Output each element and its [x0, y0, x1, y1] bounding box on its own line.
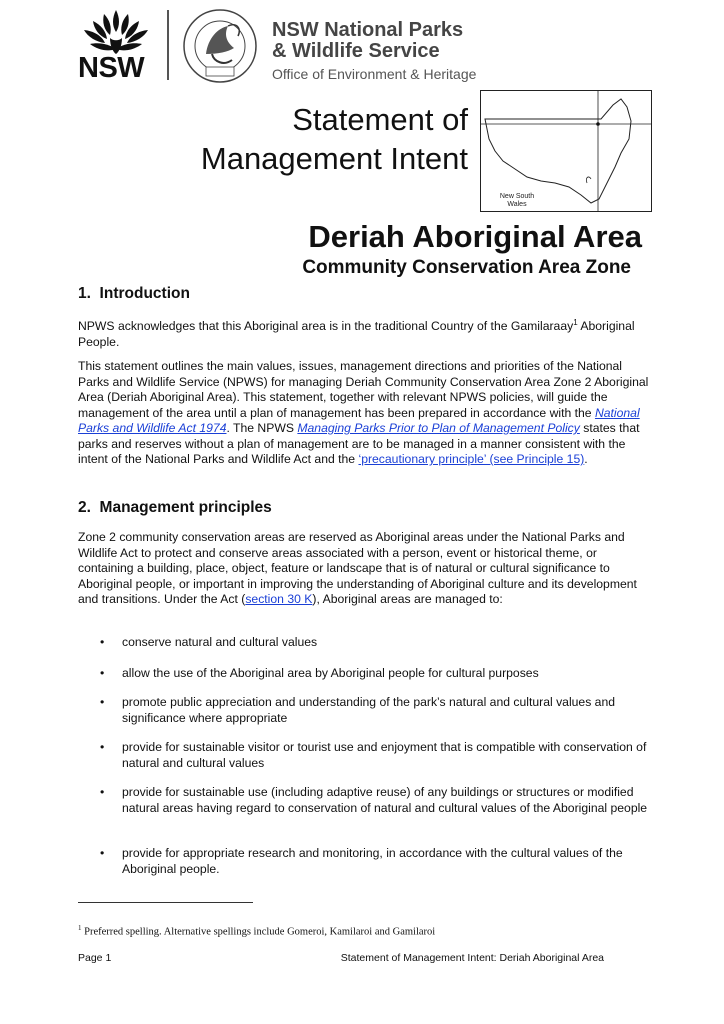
intro-paragraph-1: NPWS acknowledges that this Aboriginal area is in the traditional Country of the Gamilaraay$^1$ Aboriginal People.	[78, 318, 635, 349]
running-title: Statement of Management Intent: Deriah Aboriginal Area	[340, 952, 604, 964]
section-30k-link[interactable]: section 30 K	[245, 592, 313, 606]
managing-parks-policy-link[interactable]: Managing Parks Prior to Plan of Management Policy	[297, 421, 580, 435]
nsw-logo	[76, 8, 156, 84]
npw-act-link[interactable]: National Parks and Wildlife Act 1974	[78, 405, 640, 435]
bullet-icon: •	[100, 695, 105, 709]
bullet-icon: •	[100, 740, 105, 754]
footnote-number: 1	[78, 924, 82, 932]
org-name-line2: & Wildlife Service	[272, 40, 440, 62]
bullet-icon: •	[100, 635, 105, 649]
logo-divider	[167, 10, 169, 80]
lyrebird-seal-icon	[178, 8, 262, 84]
doc-title-line2: Management Intent	[200, 141, 468, 176]
npws-seal	[178, 8, 262, 84]
footnote-divider	[78, 902, 253, 903]
section2-heading: 2. Management principles	[78, 499, 272, 516]
bullet-icon: •	[100, 666, 105, 680]
principles-paragraph: Zone 2 community conservation areas are reserved as Aboriginal areas under the National Parks and Wildlife Act to protect and conserve areas associated with a person, event or historical theme, or containing a building, place, object, feature or landscape that is of natural or cultural significance to Aboriginal people, or important in improving the understanding of Aboriginal culture and its development and transitions. Under the Act (section 30 K), Aboriginal areas are managed to:	[78, 530, 637, 606]
bullet-icon: •	[100, 846, 105, 860]
footnote-ref[interactable]: 1	[573, 318, 578, 327]
doc-title-line1: Statement of	[292, 102, 468, 137]
precautionary-principle-link[interactable]: ‘precautionary principle’ (see Principle 15)	[358, 452, 585, 466]
waratah-icon	[76, 8, 156, 58]
intro-paragraph-2: This statement outlines the main values, issues, management directions and priorities of the National Parks and Wildlife Service (NPWS) for managing Deriah Community Conservation Area Zone 2 Aboriginal Area (Deriah Aboriginal Area). This statement, together with relevant NPWS policies, will guide the management of the area until a plan of management has been prepared in accordance with the National Parks and Wildlife Act 1974. The NPWS Managing Parks Prior to Plan of Management Policy states that parks and reserves without a plan of management are to be managed in a manner consistent with the intent of the National Parks and Wildlife Act and the ‘precautionary principle’ (see Principle 15).	[78, 359, 649, 466]
doc-title	[130, 100, 468, 178]
org-name-line1: NSW National Parks	[272, 19, 464, 41]
page-number: Page 1	[78, 952, 112, 964]
area-name: Deriah Aboriginal Area	[308, 219, 642, 254]
nsw-locator-map	[480, 90, 652, 212]
zone-subtitle: Community Conservation Area Zone	[302, 257, 631, 278]
nsw-wordmark: NSW	[78, 52, 145, 84]
footnote: $^1$ Preferred spelling. Alternative spellings include Gomeroi, Kamilaroi and Gamilaroi	[78, 924, 436, 938]
section1-heading: 1. Introduction	[78, 285, 190, 302]
org-name-line3: Office of Environment & Heritage	[272, 66, 477, 82]
map-label: New South Wales	[499, 193, 535, 208]
bullet-icon: •	[100, 785, 105, 799]
org-name	[272, 20, 592, 84]
